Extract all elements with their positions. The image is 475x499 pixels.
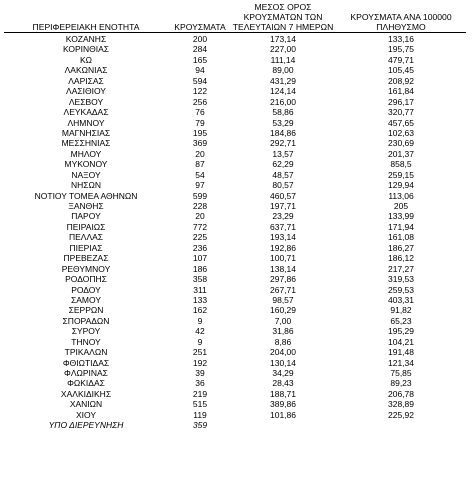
region-cell: ΝΑΞΟΥ [71,169,101,180]
avg7-cell: 8,86 [274,336,292,347]
table-row [0,316,475,326]
table-row [0,138,475,148]
avg7-cell: 292,71 [270,138,296,149]
region-cell: ΛΕΥΚΑΔΑΣ [63,107,109,118]
avg7-cell: 31,86 [272,326,294,337]
header-cases-per-100k: ΚΡΟΥΣΜΑΤΑ ΑΝΑ 100000 ΠΛΗΘΥΣΜΟ [350,12,452,32]
region-cell: ΠΕΛΛΑΣ [68,232,104,243]
avg7-cell: 130,14 [270,357,296,368]
per100k-cell: 319,53 [388,274,414,285]
per100k-cell: 161,84 [388,86,414,97]
region-cell: ΦΩΚΙΔΑΣ [67,378,105,389]
avg7-cell: 227,00 [270,44,296,55]
region-cell: ΜΗΛΟΥ [70,148,102,159]
cases-cell: 122 [192,86,208,97]
cases-cell: 236 [192,242,208,253]
avg7-cell: 197,71 [270,201,296,211]
cases-cell: 42 [195,326,205,337]
avg7-cell: 48,57 [272,169,294,180]
region-cell: ΛΑΡΙΣΑΣ [68,75,104,86]
per100k-cell: 320,77 [388,107,414,118]
cases-cell: 192 [192,357,208,368]
table-row [0,410,475,420]
avg7-cell: 7,00 [274,315,292,326]
cases-cell: 251 [192,347,208,358]
region-cell: ΛΑΣΙΘΙΟΥ [66,86,106,97]
table-row [0,253,475,263]
avg7-cell: 192,86 [270,242,296,253]
avg7-cell: 637,71 [270,221,296,232]
table-row [0,378,475,388]
avg7-cell: 98,57 [272,294,294,305]
avg7-cell: 297,86 [270,274,296,285]
cases-cell: 162 [192,305,208,316]
per100k-cell: 457,65 [388,117,414,128]
table-row [0,107,475,117]
region-cell: ΝΟΤΙΟΥ ΤΟΜΕΑ ΑΘΗΝΩΝ [34,190,138,201]
table-row [0,97,475,107]
table-row [0,118,475,128]
table-row [0,295,475,305]
avg7-cell: 216,00 [270,96,296,107]
table-body [0,34,475,431]
cases-cell: 219 [192,388,208,399]
per100k-cell: 259,53 [388,284,414,295]
region-cell: ΧΙΟΥ [75,409,97,420]
cases-cell: 79 [195,117,205,128]
cases-cell: 200 [192,34,208,44]
table-row [0,191,475,201]
per100k-cell: 479,71 [388,54,414,65]
table-row [0,149,475,159]
table-row [0,243,475,253]
footer-label: ΥΠΟ ΔΙΕΡΕΥΝΗΣΗ [48,420,124,431]
per100k-cell: 186,12 [388,253,414,264]
table-row [0,44,475,54]
cases-cell: 20 [195,211,205,222]
region-cell: ΠΙΕΡΙΑΣ [69,242,103,253]
table-row [0,285,475,295]
cases-cell: 599 [192,190,208,201]
per100k-cell: 403,31 [388,294,414,305]
cases-cell: 772 [192,221,208,232]
region-cell: ΚΟΖΑΝΗΣ [65,34,107,44]
table-row [0,76,475,86]
avg7-cell: 58,86 [272,107,294,118]
per100k-cell: 230,69 [388,138,414,149]
table-row [0,274,475,284]
footer-row [0,420,475,430]
avg7-cell: 204,00 [270,347,296,358]
per100k-cell: 133,16 [388,34,414,44]
avg7-cell: 100,71 [270,253,296,264]
cases-cell: 97 [195,180,205,191]
cases-cell: 36 [195,378,205,389]
avg7-cell: 101,86 [270,409,296,420]
cases-cell: 256 [192,96,208,107]
per100k-cell: 102,63 [388,127,414,138]
cases-cell: 20 [195,148,205,159]
per100k-cell: 89,23 [390,378,412,389]
region-cell: ΜΑΓΝΗΣΙΑΣ [61,127,111,138]
table-header [0,0,475,32]
avg7-cell: 53,29 [272,117,294,128]
cases-cell: 594 [192,75,208,86]
table-row [0,86,475,96]
region-cell: ΣΠΟΡΑΔΩΝ [62,315,110,326]
table-row [0,180,475,190]
table-row [0,389,475,399]
avg7-cell: 13,57 [272,148,294,159]
cases-cell: 311 [193,284,207,295]
per100k-cell: 205 [393,201,409,211]
region-cell: ΣΑΜΟΥ [70,294,101,305]
avg7-cell: 267,71 [270,284,296,295]
per100k-cell: 129,94 [388,180,414,191]
region-cell: ΞΑΝΘΗΣ [68,201,104,211]
avg7-cell: 89,00 [272,65,294,76]
table-row [0,170,475,180]
per100k-cell: 91,82 [390,305,412,316]
per100k-cell: 186,27 [388,242,414,253]
region-cell: ΤΗΝΟΥ [71,336,101,347]
region-cell: ΦΛΩΡΙΝΑΣ [64,368,108,378]
per100k-cell: 171,94 [388,221,414,232]
cases-cell: 94 [195,65,205,76]
cases-cell: 107 [192,253,208,264]
per100k-cell: 206,78 [388,388,414,399]
region-cell: ΠΑΡΟΥ [71,211,101,222]
region-cell: ΝΗΣΩΝ [70,180,102,191]
table-row [0,232,475,242]
header-cases: ΚΡΟΥΣΜΑΤΑ [174,22,226,32]
cases-cell: 133 [192,294,208,305]
region-cell: ΜΕΣΣΗΝΙΑΣ [61,138,111,149]
per100k-cell: 104,21 [388,336,414,347]
per100k-cell: 75,85 [390,368,412,378]
cases-cell: 284 [192,44,208,55]
avg7-cell: 184,86 [270,127,296,138]
footer-cases: 359 [192,420,208,431]
table-row [0,159,475,169]
region-cell: ΧΑΝΙΩΝ [69,399,103,410]
cases-cell: 186 [192,263,208,274]
table-row [0,358,475,368]
avg7-cell: 124,14 [270,86,296,97]
avg7-cell: 138,14 [270,263,296,274]
avg7-cell: 173,14 [270,34,296,44]
table-row [0,326,475,336]
cases-cell: 76 [195,107,205,118]
cases-cell: 165 [192,54,208,65]
cases-cell: 9 [197,315,203,326]
region-cell: ΤΡΙΚΑΛΩΝ [64,347,108,358]
per100k-cell: 225,92 [388,409,414,420]
region-cell: ΡΟΔΟΥ [71,284,101,295]
table-row [0,347,475,357]
header-divider [4,32,466,33]
region-cell: ΡΟΔΟΠΗΣ [65,274,107,285]
table-row [0,399,475,409]
region-cell: ΦΘΙΩΤΙΔΑΣ [62,357,110,368]
table-row [0,34,475,44]
region-cell: ΛΑΚΩΝΙΑΣ [64,65,108,76]
per100k-cell: 208,92 [388,75,414,86]
per100k-cell: 121,34 [388,357,414,368]
table-row [0,305,475,315]
cases-cell: 369 [192,138,208,149]
per100k-cell: 191,48 [388,347,414,358]
header-avg-7-days: ΜΕΣΟΣ ΟΡΟΣ ΚΡΟΥΣΜΑΤΩΝ ΤΩΝ ΤΕΛΕΥΤΑΙΩΝ 7 ΗΜΕΡΩΝ [232,2,334,32]
region-cell: ΣΥΡΟΥ [71,326,101,337]
per100k-cell: 217,27 [388,263,414,274]
cases-cell: 39 [195,368,205,378]
per100k-cell: 105,45 [388,65,414,76]
per100k-cell: 328,89 [388,399,414,410]
region-cell: ΠΡΕΒΕΖΑΣ [63,253,109,264]
avg7-cell: 389,86 [270,399,296,410]
cases-cell: 515 [192,399,208,410]
cases-cell: 54 [195,169,205,180]
cases-cell: 195 [192,127,208,138]
avg7-cell: 160,29 [270,305,296,316]
per100k-cell: 195,29 [388,326,414,337]
avg7-cell: 460,57 [270,190,296,201]
per100k-cell: 858,5 [390,159,412,170]
avg7-cell: 431,29 [270,75,296,86]
per100k-cell: 296,17 [388,96,414,107]
per100k-cell: 201,37 [388,148,414,159]
avg7-cell: 34,29 [272,368,294,378]
avg7-cell: 111,14 [270,54,296,65]
table-row [0,211,475,221]
avg7-cell: 23,29 [272,211,294,222]
avg7-cell: 62,29 [272,159,294,170]
table-row [0,337,475,347]
region-cell: ΚΩ [79,54,93,65]
cases-cell: 119 [193,409,207,420]
per100k-cell: 195,75 [388,44,414,55]
cases-cell: 9 [197,336,203,347]
region-cell: ΚΟΡΙΝΘΙΑΣ [62,44,110,55]
table-row [0,222,475,232]
table-row [0,201,475,211]
per100k-cell: 113,06 [388,190,414,201]
avg7-cell: 188,71 [270,388,296,399]
table-row [0,55,475,65]
per100k-cell: 133,99 [388,211,414,222]
table-row [0,264,475,274]
avg7-cell: 28,43 [272,378,294,389]
region-cell: ΧΑΛΚΙΔΙΚΗΣ [60,388,112,399]
header-region: ΠΕΡΙΦΕΡΕΙΑΚΗ ΕΝΟΤΗΤΑ [32,22,140,32]
region-cell: ΛΗΜΝΟΥ [67,117,105,128]
per100k-cell: 65,23 [390,315,412,326]
per100k-cell: 161,08 [388,232,414,243]
table-row [0,128,475,138]
cases-cell: 87 [195,159,205,170]
avg7-cell: 80,57 [272,180,294,191]
cases-cell: 225 [192,232,208,243]
region-cell: ΣΕΡΡΩΝ [68,305,104,316]
table-row [0,65,475,75]
per100k-cell: 259,15 [388,169,414,180]
table-row [0,368,475,378]
cases-cell: 228 [192,201,208,211]
avg7-cell: 193,14 [270,232,296,243]
region-cell: ΡΕΘΥΜΝΟΥ [61,263,111,274]
region-cell: ΠΕΙΡΑΙΩΣ [66,221,106,232]
region-cell: ΜΥΚΟΝΟΥ [64,159,108,170]
cases-cell: 358 [192,274,208,285]
region-cell: ΛΕΣΒΟΥ [68,96,104,107]
